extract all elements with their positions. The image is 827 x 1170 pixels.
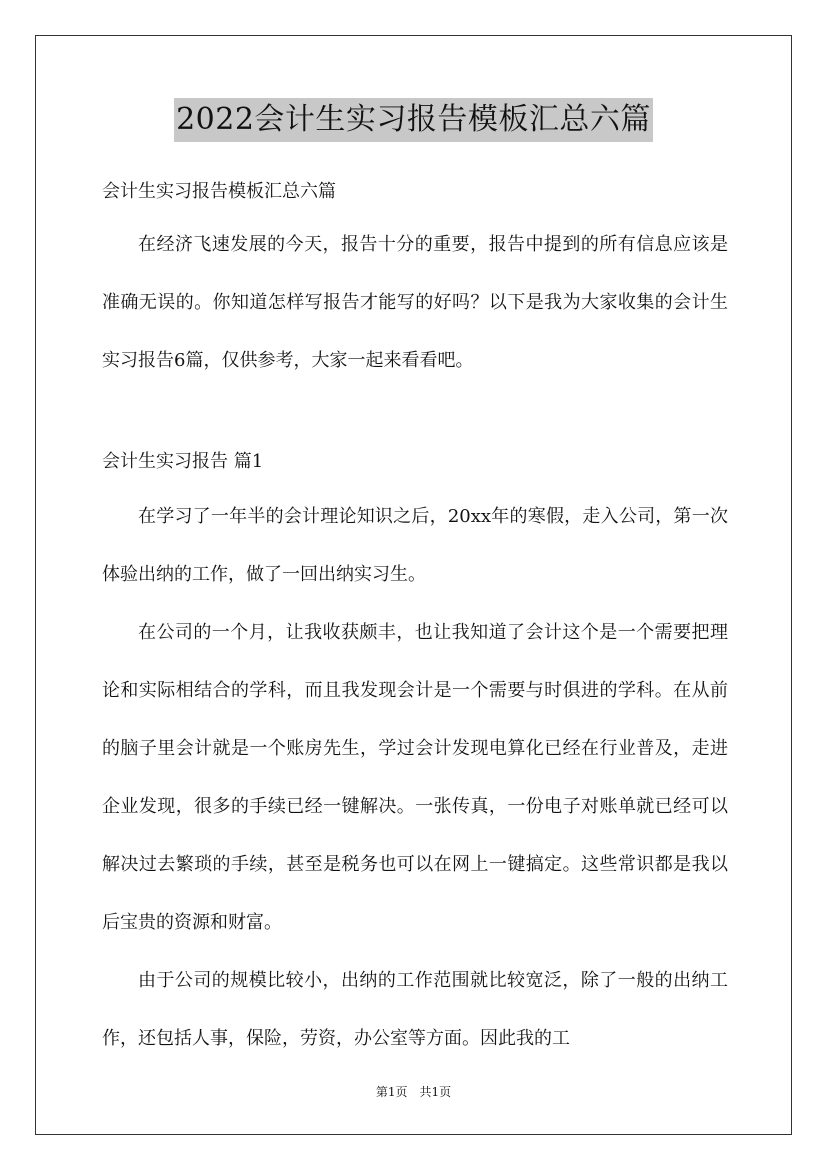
body-paragraph: 在公司的一个月，让我收获颇丰，也让我知道了会计这个是一个需要把理论和实际相结合的学科，而且我发现会计是一个需要与时俱进的学科。在从前的脑子里会计就是一个账房先生，学过会计发现电算化已经在行业普及，走进企业发现，很多的手续已经一键解决。一张传真，一份电子对账单就已经可以解决过去繁琐的手续，甚至是税务也可以在网上一键搞定。这些常识都是我以后宝贵的资源和财富。 [102,622,728,933]
body-paragraph: 在学习了一年半的会计理论知识之后，20xx年的寒假，走入公司，第一次体验出纳的工作，做了一回出纳实习生。 [102,506,728,585]
document-body [102,170,728,1068]
document-title: 2022会计生实习报告模板汇总六篇 [174,98,653,142]
body-paragraph: 由于公司的规模比较小，出纳的工作范围就比较宽泛，除了一般的出纳工作，还包括人事，保险，劳资，办公室等方面。因此我的工 [102,970,728,1049]
document-subtitle: 会计生实习报告模板汇总六篇 [102,181,336,202]
section-heading: 会计生实习报告 篇1 [102,451,264,472]
intro-paragraph: 在经济飞速发展的今天，报告十分的重要，报告中提到的所有信息应该是准确无误的。你知道怎样写报告才能写的好吗？以下是我为大家收集的会计生实习报告6篇，仅供参考，大家一起来看看吧。 [102,234,728,371]
page-footer: 第1页 共1页 [375,1085,452,1099]
title-container [0,98,827,142]
